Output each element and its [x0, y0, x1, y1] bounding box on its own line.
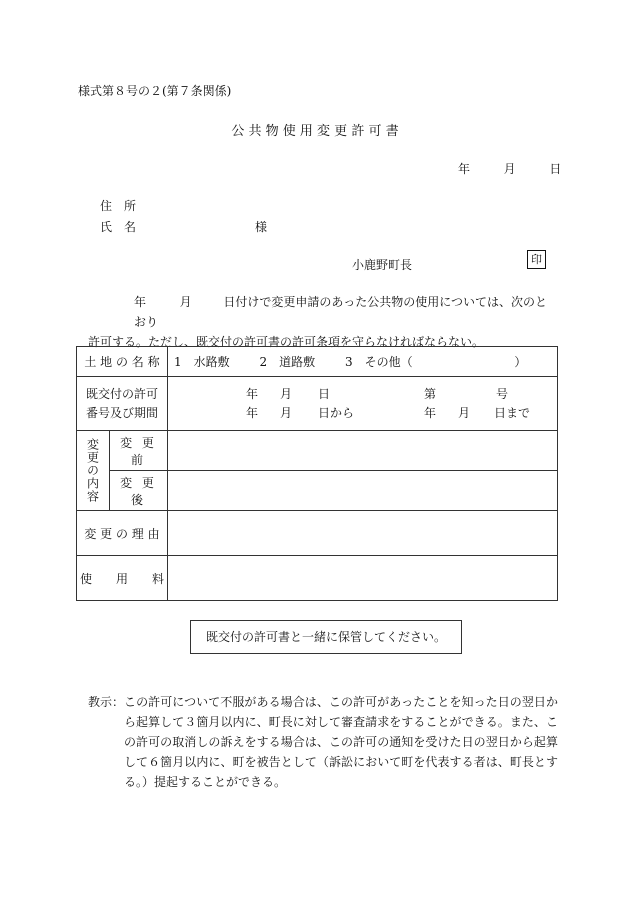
instruction-block	[88, 692, 558, 792]
row-change-after	[77, 471, 558, 511]
issued-permit-value	[168, 377, 558, 431]
row-change-before	[77, 431, 558, 471]
option-road: 2 道路敷	[259, 355, 316, 369]
fee-value	[168, 556, 558, 601]
option-other: 3 その他（	[344, 355, 413, 369]
address-label: 住 所	[100, 199, 137, 213]
permit-date-year: 年	[246, 386, 259, 401]
row-fee	[77, 556, 558, 601]
body-line1-rest: 日付けで変更申請のあった公共物の使用については、次のとおり	[134, 295, 547, 329]
date-month: 月	[503, 162, 516, 176]
change-contents-label: 変更の内容	[77, 431, 110, 511]
change-after-value	[168, 471, 558, 511]
date-day: 日	[549, 162, 562, 176]
issuer-name: 小鹿野町長	[352, 258, 413, 272]
form-number: 様式第８号の２(第７条関係)	[78, 84, 232, 98]
permit-table	[76, 346, 558, 601]
body-year: 年	[134, 295, 147, 309]
honorific: 様	[255, 220, 268, 234]
instruction-text: この許可について不服がある場合は、この許可があったことを知った日の翌日から起算して３箇月以内に、町長に対して審査請求をすることができる。また、この許可の取消しの訴えをする場合は、この許可の通知を受けた日の翌日から起算して６箇月以内に、町を被告として（訴訟において町を代表する者は、町長とする。）提起することができる。	[124, 695, 558, 789]
change-after-label: 変 更 後	[110, 471, 168, 511]
issued-permit-label-1: 既交付の許可	[85, 386, 158, 401]
fee-label: 使 用 料	[77, 556, 168, 601]
change-before-value	[168, 431, 558, 471]
issued-permit-label	[77, 377, 168, 431]
change-before-label: 変 更 前	[110, 431, 168, 471]
option-other-close: ）	[514, 355, 527, 369]
row-land-name	[77, 347, 558, 377]
option-waterway: 1 水路敷	[174, 355, 230, 369]
seal-mark: 印	[527, 250, 546, 269]
name-label: 氏 名	[100, 220, 137, 234]
period-from-day: 日から	[318, 405, 355, 420]
reason-value	[168, 511, 558, 556]
period-to-year: 年	[424, 405, 437, 420]
body-month: 月	[179, 295, 192, 309]
row-reason	[77, 511, 558, 556]
permit-date-day: 日	[318, 386, 331, 401]
land-name-options	[168, 347, 558, 377]
issue-date	[458, 160, 561, 177]
body-text	[88, 292, 558, 352]
period-to-day: 日まで	[494, 405, 531, 420]
reason-label: 変 更 の 理 由	[77, 511, 168, 556]
row-issued-permit	[77, 377, 558, 431]
permit-no-prefix: 第	[424, 386, 437, 401]
permit-date-month: 月	[280, 386, 293, 401]
body-line2: 許可する。ただし、既交付の許可書の許可条項を守らなければならない。	[88, 335, 485, 349]
date-year: 年	[458, 162, 471, 176]
permit-no-suffix: 号	[496, 386, 509, 401]
instruction-label: 教示：	[88, 695, 125, 709]
land-name-label: 土 地 の 名 称	[77, 347, 168, 377]
period-from-month: 月	[280, 405, 293, 420]
period-from-year: 年	[246, 405, 259, 420]
issued-permit-label-2: 番号及び期間	[85, 405, 158, 420]
storage-notice: 既交付の許可書と一緒に保管してください。	[190, 620, 462, 654]
document-title: 公 共 物 使 用 変 更 許 可 書	[231, 124, 399, 139]
period-to-month: 月	[458, 405, 471, 420]
